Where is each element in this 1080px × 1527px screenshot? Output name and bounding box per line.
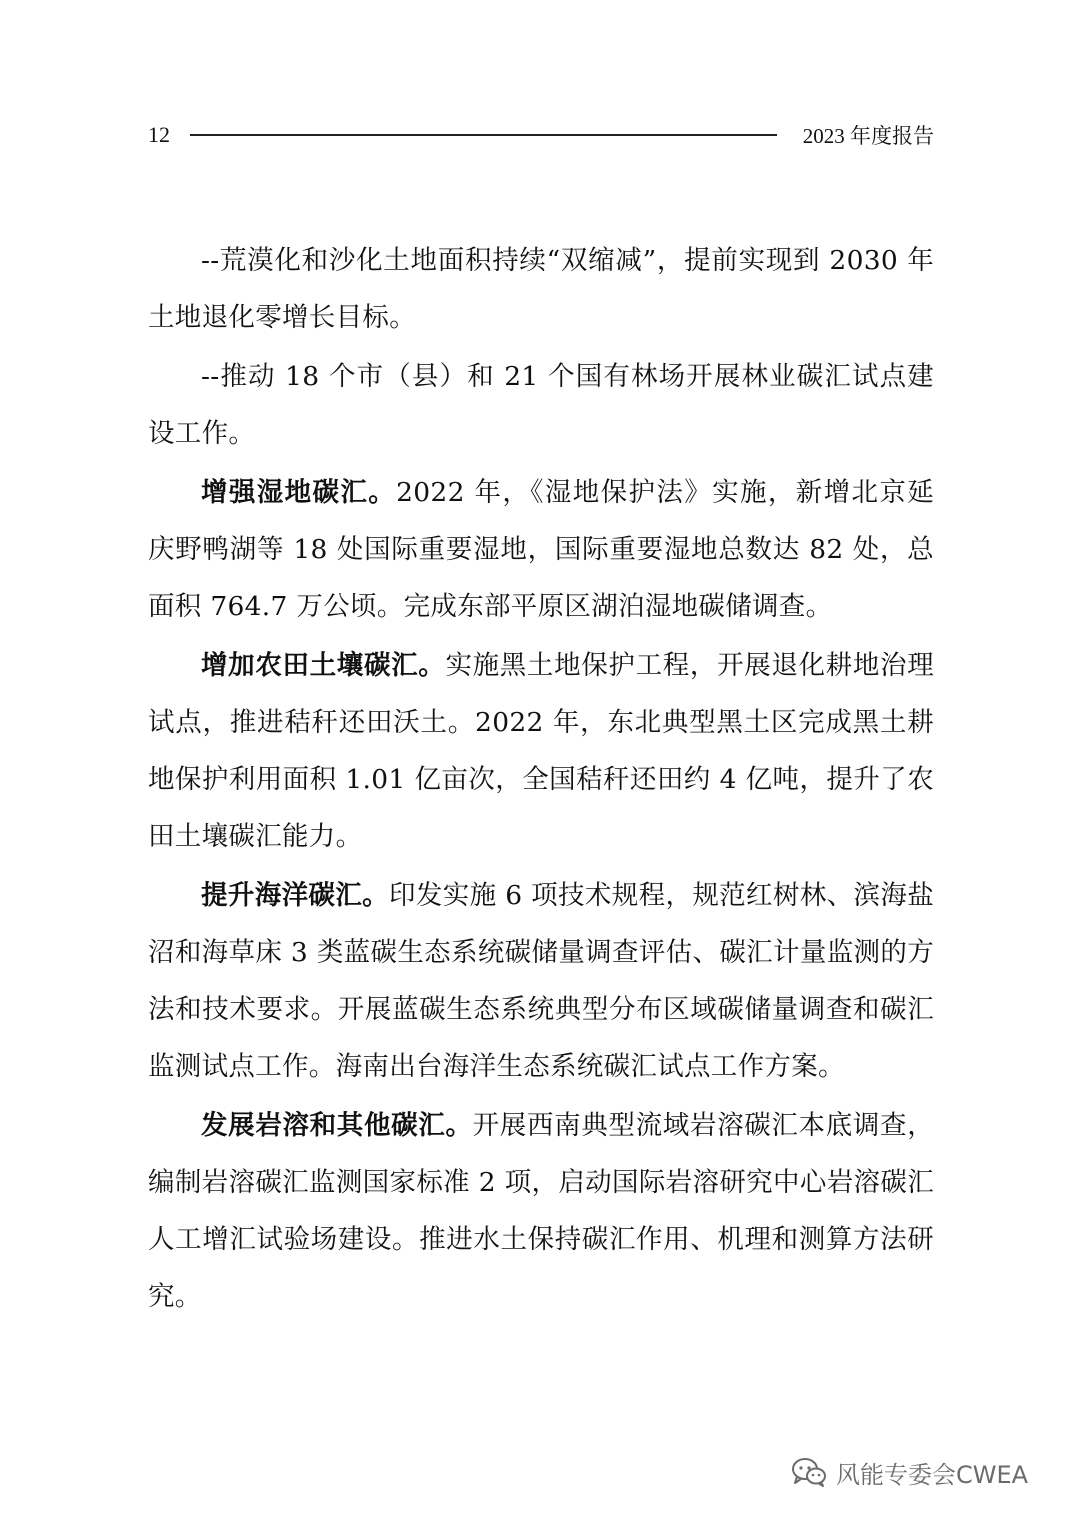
paragraph-text: 印发实施 6 项技术规程，规范红树林、滨海盐沼和海草床 3 类蓝碳生态系统碳储量调查评估、碳汇计量监测的方法和技术要求。开展蓝碳生态系统典型分布区域碳储量调查和碳汇监测试点工作。海南出台海洋生态系统碳汇试点工作方案。 [148,880,934,1082]
paragraph-text: --荒漠化和沙化土地面积持续“双缩减”，提前实现到 2030 年土地退化零增长目标。 [148,245,934,333]
page-header [148,118,934,152]
paragraph-farmland [148,637,934,865]
paragraph-lead: 增加农田土壤碳汇。 [201,650,446,681]
paragraph-wetland [148,464,934,635]
paragraph-lead: 提升海洋碳汇。 [201,880,390,911]
body-text [148,232,934,1327]
paragraph-desertification [148,232,934,346]
paragraph-karst [148,1097,934,1325]
paragraph-lead: 增强湿地碳汇。 [201,477,397,508]
paragraph-text: 2022 年，《湿地保护法》实施，新增北京延庆野鸭湖等 18 处国际重要湿地，国际重要湿地总数达 82 处，总面积 764.7 万公顷。完成东部平原区湖泊湿地碳储调查。 [148,477,934,622]
paragraph-forestry-pilot [148,348,934,462]
paragraph-text: --推动 18 个市（县）和 21 个国有林场开展林业碳汇试点建设工作。 [148,361,934,449]
header-rule [190,134,777,136]
page-number: 12 [148,122,170,147]
watermark-text: 风能专委会CWEA [836,1460,1029,1489]
paragraph-text: 开展西南典型流域岩溶碳汇本底调查，编制岩溶碳汇监测国家标准 2 项，启动国际岩溶研究中心岩溶碳汇人工增汇试验场建设。推进水土保持碳汇作用、机理和测算方法研究。 [148,1110,935,1312]
watermark [790,1452,1028,1492]
paragraph-lead: 发展岩溶和其他碳汇。 [201,1110,473,1141]
wechat-icon [790,1456,828,1488]
report-title: 2023 年度报告 [802,124,934,148]
paragraph-ocean [148,867,934,1095]
paragraph-text: 实施黑土地保护工程，开展退化耕地治理试点，推进秸秆还田沃土。2022 年，东北典型黑土区完成黑土耕地保护利用面积 1.01 亿亩次，全国秸秆还田约 4 亿吨，提升了农田土壤碳汇能力。 [148,650,934,852]
